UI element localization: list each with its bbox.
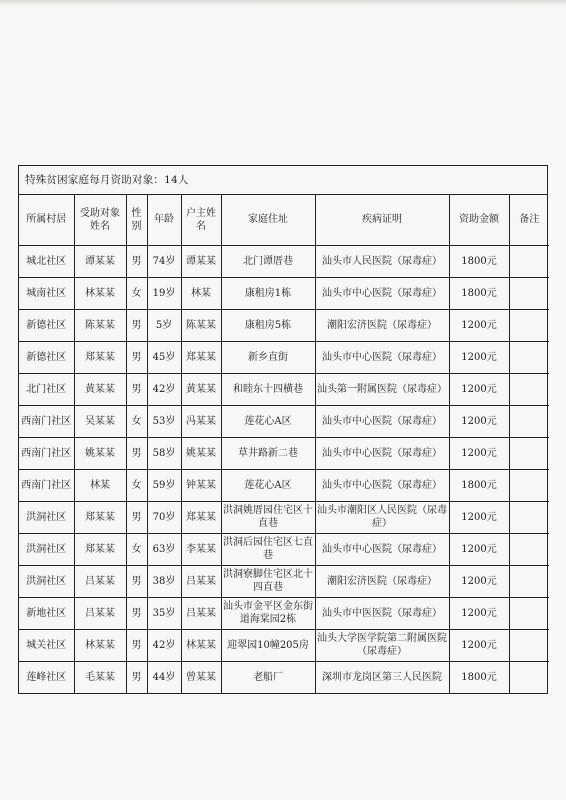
cell-householder: 陈某某 xyxy=(181,309,221,341)
cell-amount: 1200元 xyxy=(449,629,509,661)
cell-illness-proof: 汕头市中心医院（尿毒症） xyxy=(315,405,449,437)
cell-householder: 吕某某 xyxy=(181,597,221,629)
cell-householder: 黄某某 xyxy=(181,373,221,405)
table-row xyxy=(19,245,549,277)
header-row xyxy=(19,195,549,245)
header-remarks: 备注 xyxy=(509,195,549,245)
table-row xyxy=(19,533,549,565)
cell-address: 汕头市金平区金东街道海棠园2栋 xyxy=(221,597,315,629)
cell-gender: 男 xyxy=(126,501,147,533)
cell-age: 42岁 xyxy=(147,629,181,661)
cell-amount: 1200元 xyxy=(449,437,509,469)
table-caption: 特殊贫困家庭每月资助对象：14人 xyxy=(19,166,547,195)
cell-amount: 1200元 xyxy=(449,597,509,629)
cell-illness-proof: 汕头市中心医院（尿毒症） xyxy=(315,277,449,309)
cell-householder: 谭某某 xyxy=(181,245,221,277)
cell-illness-proof: 潮阳宏济医院（尿毒症） xyxy=(315,309,449,341)
cell-age: 19岁 xyxy=(147,277,181,309)
cell-village: 洪洞社区 xyxy=(19,565,74,597)
header-illness-proof: 疾病证明 xyxy=(315,195,449,245)
cell-address: 草井路新二巷 xyxy=(221,437,315,469)
cell-illness-proof: 汕头市中心医院（尿毒症） xyxy=(315,437,449,469)
cell-amount: 1200元 xyxy=(449,341,509,373)
cell-address: 迎翠园10幢205房 xyxy=(221,629,315,661)
cell-address: 莲花心A区 xyxy=(221,405,315,437)
cell-remarks xyxy=(509,469,549,501)
cell-address: 洪洞后园住宅区七直巷 xyxy=(221,533,315,565)
cell-remarks xyxy=(509,277,549,309)
cell-age: 74岁 xyxy=(147,245,181,277)
cell-householder: 林某 xyxy=(181,277,221,309)
header-age: 年龄 xyxy=(147,195,181,245)
cell-village: 北门社区 xyxy=(19,373,74,405)
cell-recipient-name: 郑某某 xyxy=(74,501,126,533)
cell-gender: 男 xyxy=(126,373,147,405)
cell-village: 莲峰社区 xyxy=(19,661,74,693)
cell-remarks xyxy=(509,661,549,693)
cell-householder: 林某某 xyxy=(181,629,221,661)
cell-village: 西南门社区 xyxy=(19,437,74,469)
cell-gender: 男 xyxy=(126,245,147,277)
cell-village: 城北社区 xyxy=(19,245,74,277)
cell-remarks xyxy=(509,373,549,405)
cell-address: 北门谭厝巷 xyxy=(221,245,315,277)
cell-illness-proof: 汕头市潮阳区人民医院（尿毒症） xyxy=(315,501,449,533)
cell-remarks xyxy=(509,437,549,469)
header-village: 所属村居 xyxy=(19,195,74,245)
cell-householder: 郑某某 xyxy=(181,341,221,373)
cell-recipient-name: 林某某 xyxy=(74,629,126,661)
cell-illness-proof: 汕头市中心医院（尿毒症） xyxy=(315,341,449,373)
cell-recipient-name: 郑某某 xyxy=(74,533,126,565)
cell-amount: 1800元 xyxy=(449,469,509,501)
page-top-edge xyxy=(0,0,566,6)
cell-recipient-name: 吴某某 xyxy=(74,405,126,437)
cell-householder: 姚某某 xyxy=(181,437,221,469)
cell-village: 城关社区 xyxy=(19,629,74,661)
cell-remarks xyxy=(509,245,549,277)
cell-remarks xyxy=(509,565,549,597)
cell-address: 康租房1栋 xyxy=(221,277,315,309)
cell-address: 康租房5栋 xyxy=(221,309,315,341)
cell-address: 莲花心A区 xyxy=(221,469,315,501)
cell-amount: 1200元 xyxy=(449,565,509,597)
assistance-table xyxy=(19,195,549,693)
cell-address: 洪洞姚厝园住宅区十直巷 xyxy=(221,501,315,533)
cell-recipient-name: 黄某某 xyxy=(74,373,126,405)
header-gender: 性别 xyxy=(126,195,147,245)
cell-remarks xyxy=(509,341,549,373)
cell-householder: 曾某某 xyxy=(181,661,221,693)
cell-illness-proof: 汕头市中心医院（尿毒症） xyxy=(315,533,449,565)
cell-age: 44岁 xyxy=(147,661,181,693)
cell-amount: 1800元 xyxy=(449,661,509,693)
cell-address: 和睦东十四横巷 xyxy=(221,373,315,405)
cell-householder: 钟某某 xyxy=(181,469,221,501)
table-row xyxy=(19,437,549,469)
cell-recipient-name: 林某 xyxy=(74,469,126,501)
cell-illness-proof: 汕头市人民医院（尿毒症） xyxy=(315,245,449,277)
table-row xyxy=(19,661,549,693)
cell-age: 59岁 xyxy=(147,469,181,501)
cell-amount: 1200元 xyxy=(449,405,509,437)
cell-remarks xyxy=(509,533,549,565)
table-row xyxy=(19,309,549,341)
cell-gender: 男 xyxy=(126,341,147,373)
cell-gender: 女 xyxy=(126,533,147,565)
cell-recipient-name: 林某某 xyxy=(74,277,126,309)
cell-recipient-name: 陈某某 xyxy=(74,309,126,341)
cell-amount: 1800元 xyxy=(449,245,509,277)
cell-age: 63岁 xyxy=(147,533,181,565)
cell-householder: 冯某某 xyxy=(181,405,221,437)
cell-age: 45岁 xyxy=(147,341,181,373)
cell-address: 新乡直街 xyxy=(221,341,315,373)
cell-age: 35岁 xyxy=(147,597,181,629)
cell-address: 洪洞寮脚住宅区北十四直巷 xyxy=(221,565,315,597)
table-row xyxy=(19,565,549,597)
table-row xyxy=(19,405,549,437)
cell-remarks xyxy=(509,405,549,437)
cell-householder: 李某某 xyxy=(181,533,221,565)
table-row xyxy=(19,597,549,629)
cell-remarks xyxy=(509,629,549,661)
cell-recipient-name: 谭某某 xyxy=(74,245,126,277)
cell-recipient-name: 吕某某 xyxy=(74,597,126,629)
cell-gender: 男 xyxy=(126,597,147,629)
cell-age: 5岁 xyxy=(147,309,181,341)
cell-amount: 1200元 xyxy=(449,501,509,533)
cell-gender: 女 xyxy=(126,405,147,437)
cell-remarks xyxy=(509,597,549,629)
cell-amount: 1200元 xyxy=(449,533,509,565)
cell-illness-proof: 汕头市中心医院（尿毒症） xyxy=(315,469,449,501)
cell-gender: 女 xyxy=(126,469,147,501)
table-row xyxy=(19,501,549,533)
table-row xyxy=(19,341,549,373)
cell-age: 42岁 xyxy=(147,373,181,405)
cell-amount: 1200元 xyxy=(449,309,509,341)
cell-gender: 男 xyxy=(126,565,147,597)
cell-remarks xyxy=(509,309,549,341)
cell-illness-proof: 潮阳宏济医院（尿毒症） xyxy=(315,565,449,597)
cell-village: 新地社区 xyxy=(19,597,74,629)
table-row xyxy=(19,629,549,661)
table-row xyxy=(19,277,549,309)
cell-gender: 男 xyxy=(126,437,147,469)
cell-illness-proof: 深圳市龙岗区第三人民医院 xyxy=(315,661,449,693)
table-row xyxy=(19,469,549,501)
header-amount: 资助金额 xyxy=(449,195,509,245)
cell-householder: 郑某某 xyxy=(181,501,221,533)
cell-age: 70岁 xyxy=(147,501,181,533)
cell-village: 洪洞社区 xyxy=(19,501,74,533)
header-address: 家庭住址 xyxy=(221,195,315,245)
cell-village: 西南门社区 xyxy=(19,405,74,437)
cell-recipient-name: 吕某某 xyxy=(74,565,126,597)
cell-illness-proof: 汕头第一附属医院（尿毒症） xyxy=(315,373,449,405)
cell-gender: 男 xyxy=(126,629,147,661)
cell-recipient-name: 姚某某 xyxy=(74,437,126,469)
cell-householder: 吕某某 xyxy=(181,565,221,597)
cell-village: 洪洞社区 xyxy=(19,533,74,565)
cell-recipient-name: 郑某某 xyxy=(74,341,126,373)
cell-illness-proof: 汕头大学医学院第二附属医院（尿毒症） xyxy=(315,629,449,661)
cell-age: 53岁 xyxy=(147,405,181,437)
cell-amount: 1200元 xyxy=(449,373,509,405)
cell-village: 新德社区 xyxy=(19,309,74,341)
cell-amount: 1800元 xyxy=(449,277,509,309)
cell-gender: 男 xyxy=(126,661,147,693)
cell-village: 城南社区 xyxy=(19,277,74,309)
cell-illness-proof: 汕头市中医医院（尿毒症） xyxy=(315,597,449,629)
cell-address: 老船厂 xyxy=(221,661,315,693)
cell-age: 58岁 xyxy=(147,437,181,469)
cell-gender: 女 xyxy=(126,277,147,309)
header-householder: 户主姓名 xyxy=(181,195,221,245)
cell-village: 新德社区 xyxy=(19,341,74,373)
cell-remarks xyxy=(509,501,549,533)
cell-village: 西南门社区 xyxy=(19,469,74,501)
cell-recipient-name: 毛某某 xyxy=(74,661,126,693)
assistance-table-sheet xyxy=(18,165,548,694)
cell-gender: 男 xyxy=(126,309,147,341)
cell-age: 38岁 xyxy=(147,565,181,597)
header-recipient-name: 受助对象姓名 xyxy=(74,195,126,245)
table-row xyxy=(19,373,549,405)
